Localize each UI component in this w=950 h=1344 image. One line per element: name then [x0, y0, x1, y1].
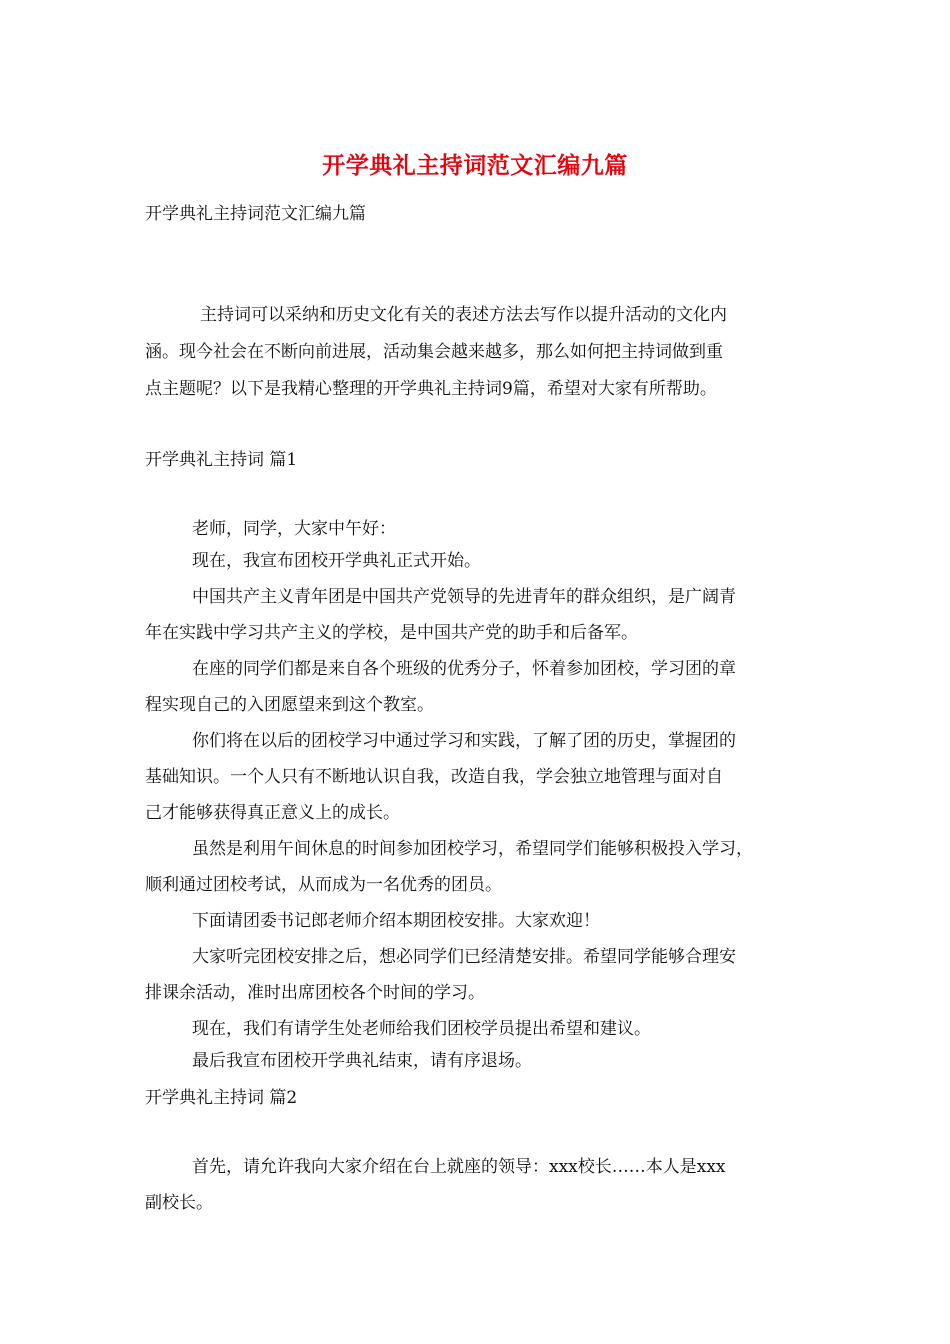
body-line: 副校长。 — [145, 1193, 213, 1213]
body-line: 你们将在以后的团校学习中通过学习和实践，了解了团的历史，掌握团的 — [192, 731, 736, 751]
body-line: 程实现自己的入团愿望来到这个教室。 — [145, 695, 434, 715]
body-line: 现在，我们有请学生处老师给我们团校学员提出希望和建议。 — [192, 1019, 651, 1039]
body-line: 首先，请允许我向大家介绍在台上就座的领导：xxx校长……本人是xxx — [192, 1157, 726, 1177]
intro-line: 点主题呢？以下是我精心整理的开学典礼主持词9篇，希望对大家有所帮助。 — [145, 379, 717, 399]
document-title: 开学典礼主持词范文汇编九篇 — [322, 152, 628, 179]
body-line: 年在实践中学习共产主义的学校，是中国共产党的助手和后备军。 — [145, 623, 638, 643]
body-line: 基础知识。一个人只有不断地认识自我，改造自我，学会独立地管理与面对自 — [145, 767, 723, 787]
body-line: 中国共产主义青年团是中国共产党领导的先进青年的群众组织，是广阔青 — [192, 587, 736, 607]
intro-line: 涵。现今社会在不断向前进展，活动集会越来越多，那么如何把主持词做到重 — [145, 342, 723, 362]
body-line: 虽然是利用午间休息的时间参加团校学习，希望同学们能够积极投入学习， — [192, 839, 753, 859]
body-line: 大家听完团校安排之后，想必同学们已经清楚安排。希望同学能够合理安 — [192, 947, 736, 967]
document-subtitle: 开学典礼主持词范文汇编九篇 — [145, 204, 366, 224]
intro-line: 主持词可以采纳和历史文化有关的表述方法去写作以提升活动的文化内 — [200, 305, 727, 325]
body-line: 在座的同学们都是来自各个班级的优秀分子，怀着参加团校，学习团的章 — [192, 659, 736, 679]
body-line: 排课余活动，准时出席团校各个时间的学习。 — [145, 983, 485, 1003]
body-line: 下面请团委书记郎老师介绍本期团校安排。大家欢迎！ — [192, 911, 600, 931]
body-line: 老师，同学，大家中午好： — [192, 519, 396, 539]
body-line: 最后我宣布团校开学典礼结束，请有序退场。 — [192, 1051, 532, 1071]
body-line: 现在，我宣布团校开学典礼正式开始。 — [192, 551, 481, 571]
section-heading-2: 开学典礼主持词 篇2 — [145, 1088, 298, 1108]
body-line: 顺利通过团校考试，从而成为一名优秀的团员。 — [145, 875, 502, 895]
body-line: 己才能够获得真正意义上的成长。 — [145, 803, 400, 823]
section-heading-1: 开学典礼主持词 篇1 — [145, 450, 298, 470]
